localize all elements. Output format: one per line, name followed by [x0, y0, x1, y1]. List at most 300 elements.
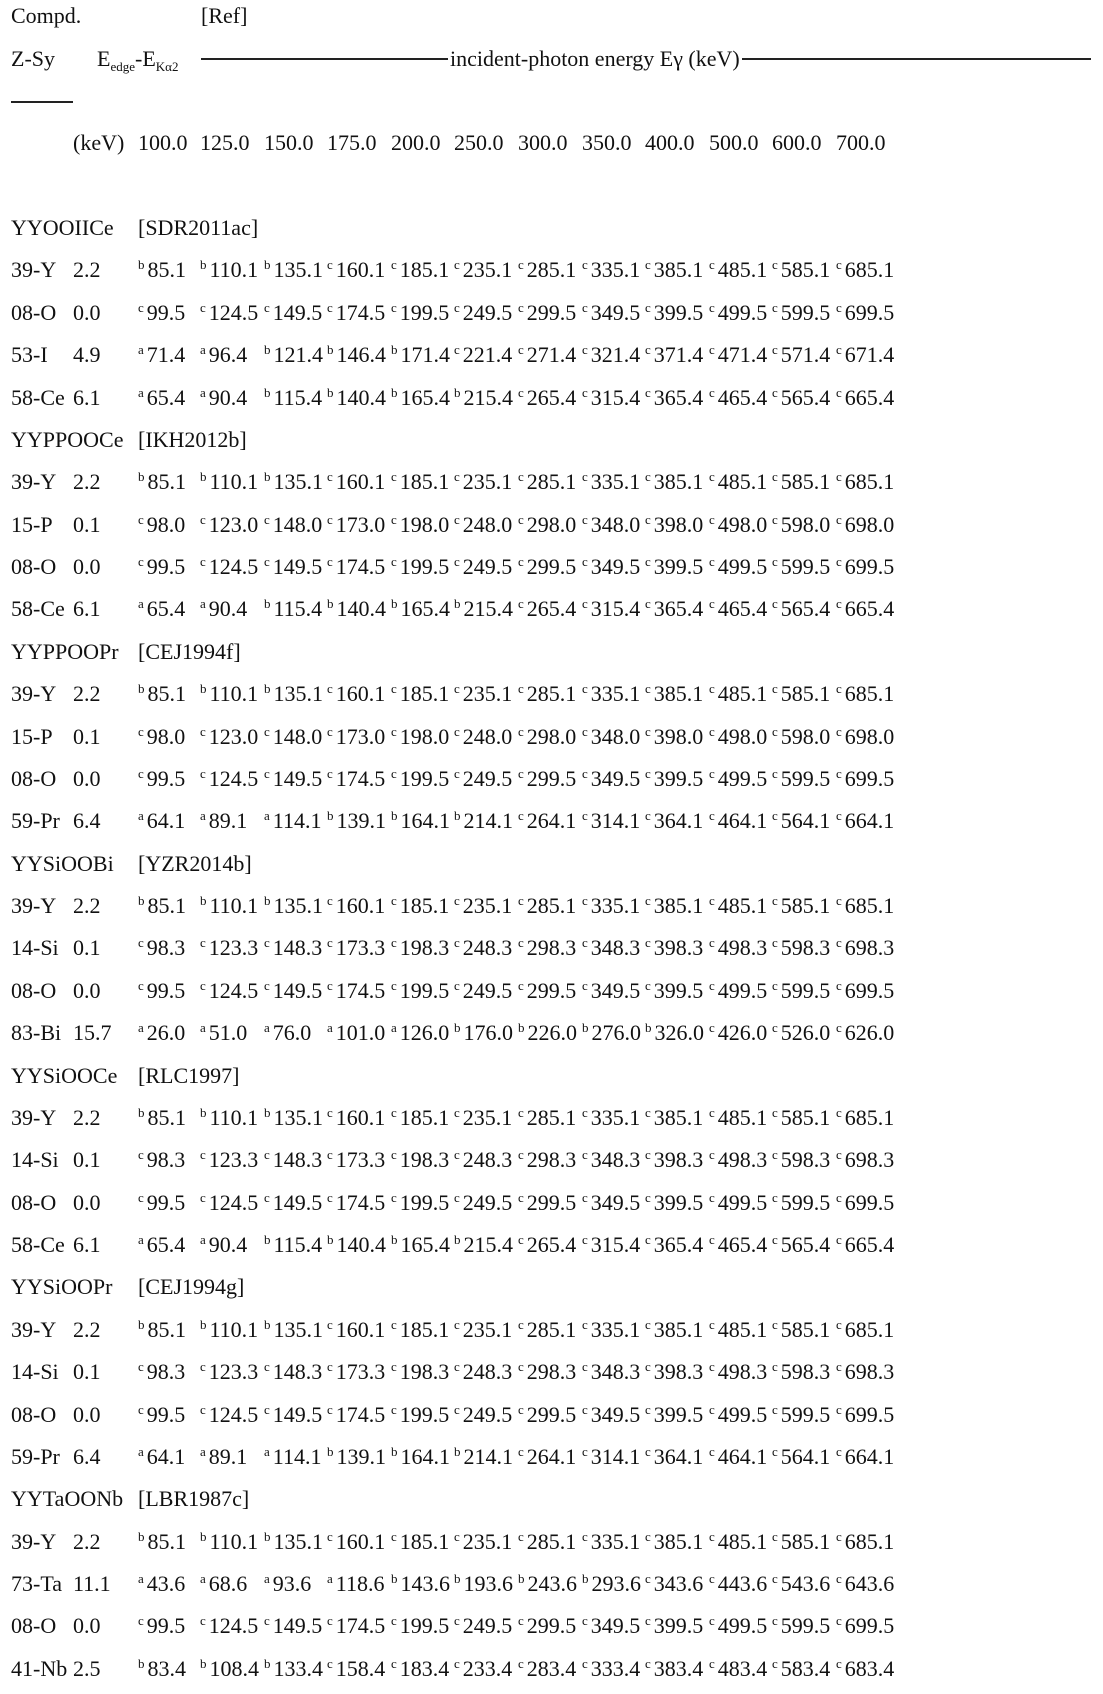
energy-value: 199.5 — [399, 554, 450, 579]
footnote-marker: c — [391, 1655, 397, 1671]
energy-value: 249.5 — [462, 1401, 513, 1427]
energy-cell — [200, 1351, 258, 1396]
energy-cell — [836, 1605, 894, 1650]
element-symbol: 83-Bi — [11, 1020, 62, 1046]
footnote-marker: c — [836, 977, 842, 993]
element-symbol: 08-O — [11, 554, 57, 579]
energy-value: 335.1 — [590, 1316, 641, 1342]
footnote-marker: c — [709, 1104, 715, 1120]
energy-value: 385.1 — [653, 469, 704, 495]
footnote-marker: c — [645, 1359, 651, 1375]
footnote-marker: c — [772, 1528, 778, 1544]
energy-cell — [709, 334, 767, 379]
energy-cell — [518, 334, 576, 379]
energy-cell — [518, 1351, 576, 1396]
footnote-marker: c — [709, 935, 715, 951]
energy-cell — [582, 292, 640, 337]
energy-value: 314.1 — [590, 808, 641, 834]
footnote-marker: c — [518, 935, 524, 951]
energy-cell — [200, 885, 258, 930]
footnote-marker: c — [264, 299, 270, 315]
energy-value: 315.4 — [590, 596, 641, 622]
energy-value: 364.1 — [653, 808, 704, 834]
energy-value: 698.0 — [844, 723, 895, 749]
footnote-marker: c — [709, 723, 715, 739]
energy-value: 90.4 — [208, 384, 248, 410]
energy-value: 565.4 — [780, 596, 831, 622]
energy-cell — [582, 800, 640, 845]
energy-value: 335.1 — [590, 257, 641, 283]
energy-value: 115.4 — [273, 384, 323, 410]
energy-cell — [327, 1605, 385, 1650]
footnote-marker: c — [645, 1528, 651, 1544]
energy-value: 349.5 — [590, 1401, 641, 1427]
energy-value: 164.1 — [400, 808, 450, 834]
energy-cell — [772, 1351, 830, 1396]
energy-column-header: 175.0 — [327, 130, 377, 155]
energy-cell — [138, 1139, 185, 1184]
energy-cell — [454, 1605, 512, 1650]
energy-value: 526.0 — [780, 1020, 831, 1046]
energy-value: 343.6 — [653, 1571, 704, 1596]
energy-value: 498.3 — [717, 1147, 768, 1173]
energy-value: 98.3 — [146, 1147, 186, 1173]
footnote-marker: c — [200, 935, 206, 951]
table-row — [0, 970, 1103, 1012]
energy-value: 118.6 — [335, 1571, 385, 1596]
energy-value: 185.1 — [399, 893, 450, 918]
footnote-marker: c — [200, 765, 206, 781]
energy-cell — [391, 249, 449, 294]
energy-cell — [138, 249, 186, 294]
energy-cell — [518, 970, 576, 1015]
energy-value: 64.1 — [146, 1443, 186, 1469]
energy-cell — [645, 249, 703, 294]
element-symbol: 08-O — [11, 299, 57, 325]
energy-value: 174.5 — [335, 1613, 386, 1639]
footnote-marker: c — [454, 1655, 460, 1671]
energy-value: 315.4 — [590, 1232, 641, 1257]
reference-column-label: [Ref] — [201, 3, 248, 28]
footnote-marker: c — [582, 893, 588, 908]
footnote-marker: c — [709, 1655, 715, 1671]
energy-cell — [709, 292, 767, 337]
header-row-compound — [0, 0, 1103, 32]
footnote-marker: c — [454, 1528, 460, 1544]
energy-cell — [645, 377, 703, 422]
energy-value: 285.1 — [526, 1104, 577, 1130]
energy-value: 235.1 — [462, 1104, 513, 1130]
energy-value: 485.1 — [717, 681, 768, 707]
energy-value: 98.0 — [146, 723, 186, 749]
footnote-marker: a — [138, 1571, 144, 1586]
energy-cell — [836, 1182, 894, 1227]
energy-value: 385.1 — [653, 1316, 704, 1342]
energy-cell — [709, 546, 767, 591]
energy-value: 174.5 — [335, 977, 386, 1003]
energy-cell — [391, 800, 450, 845]
reference-label: [SDR2011ac] — [138, 215, 259, 240]
edge-energy-difference: 6.1 — [73, 1232, 101, 1257]
energy-cell — [836, 885, 894, 930]
energy-value: 599.5 — [780, 1613, 831, 1639]
energy-value: 243.6 — [527, 1571, 577, 1596]
compound-name: YYSiOOBi — [11, 850, 114, 876]
energy-value: 135.1 — [273, 469, 323, 495]
energy-cell — [138, 1097, 186, 1142]
footnote-marker: c — [454, 1401, 460, 1417]
energy-value: 99.5 — [146, 299, 186, 325]
energy-cell — [391, 970, 449, 1015]
footnote-marker: c — [772, 1316, 778, 1332]
energy-value: 135.1 — [273, 1104, 323, 1130]
footnote-marker: b — [454, 1443, 461, 1459]
footnote-marker: c — [709, 1613, 715, 1629]
unit-label: (keV) — [73, 130, 125, 155]
footnote-marker: c — [836, 1316, 842, 1332]
footnote-marker: b — [138, 469, 145, 485]
footnote-marker: b — [264, 1655, 271, 1671]
footnote-marker: b — [200, 681, 207, 697]
energy-value: 298.0 — [526, 511, 577, 537]
energy-column-header: 500.0 — [709, 130, 759, 155]
energy-value: 249.5 — [462, 554, 513, 579]
energy-value: 364.1 — [653, 1443, 704, 1469]
energy-cell — [327, 292, 385, 337]
footnote-marker: c — [772, 893, 778, 908]
energy-cell — [836, 970, 894, 1015]
edge-energy-symbol: E — [97, 46, 111, 71]
energy-value: 99.5 — [146, 554, 186, 579]
energy-cell — [709, 1563, 767, 1608]
footnote-marker: c — [138, 1359, 144, 1375]
energy-column-header: 400.0 — [645, 130, 695, 155]
energy-cell — [582, 927, 640, 972]
energy-value: 185.1 — [399, 1316, 450, 1342]
energy-value: 349.5 — [590, 1189, 641, 1215]
energy-value: 498.0 — [717, 511, 768, 537]
energy-value: 174.5 — [335, 299, 386, 325]
footnote-marker: c — [327, 1147, 333, 1163]
reference-label: [CEJ1994f] — [138, 638, 241, 664]
footnote-marker: c — [454, 1147, 460, 1163]
footnote-marker: c — [582, 1613, 588, 1629]
energy-value: 699.5 — [844, 554, 895, 579]
energy-cell — [582, 1182, 640, 1227]
energy-cell — [518, 377, 576, 422]
energy-cell — [836, 588, 894, 633]
energy-cell — [138, 885, 186, 930]
footnote-marker: c — [836, 765, 842, 781]
energy-cell — [454, 1182, 512, 1227]
energy-cell — [391, 1182, 449, 1227]
edge-energy-difference: 6.4 — [73, 1443, 101, 1469]
footnote-marker: c — [582, 384, 588, 400]
element-symbol: 08-O — [11, 1189, 57, 1215]
energy-value: 365.4 — [653, 596, 704, 622]
energy-value: 199.5 — [399, 1401, 450, 1427]
energy-cell — [772, 588, 830, 633]
footnote-marker: b — [264, 384, 271, 400]
footnote-marker: b — [138, 1655, 145, 1671]
energy-cell — [582, 758, 640, 803]
footnote-marker: c — [582, 1189, 588, 1205]
footnote-marker: c — [709, 893, 715, 908]
energy-cell — [454, 970, 512, 1015]
element-symbol: 08-O — [11, 1401, 57, 1427]
footnote-marker: c — [518, 511, 524, 527]
energy-value: 348.3 — [590, 1147, 641, 1173]
energy-value: 698.3 — [844, 1147, 895, 1173]
energy-cell — [200, 758, 258, 803]
footnote-marker: c — [327, 1655, 333, 1671]
energy-cell — [454, 1012, 513, 1057]
energy-cell — [518, 1309, 576, 1354]
energy-cell — [582, 588, 640, 633]
footnote-marker: b — [264, 257, 271, 273]
footnote-marker: c — [645, 765, 651, 781]
energy-value: 124.5 — [208, 1613, 259, 1639]
energy-value: 585.1 — [780, 1316, 831, 1342]
footnote-marker: a — [200, 1232, 206, 1247]
energy-cell — [454, 588, 513, 633]
energy-cell — [454, 800, 513, 845]
footnote-marker: c — [454, 1189, 460, 1205]
footnote-marker: c — [200, 554, 206, 569]
footnote-marker: c — [582, 1443, 588, 1459]
energy-cell — [200, 1139, 258, 1184]
table-row — [0, 588, 1103, 630]
energy-value: 174.5 — [335, 1189, 386, 1215]
energy-cell — [264, 758, 322, 803]
energy-cell — [709, 1648, 767, 1693]
energy-value: 315.4 — [590, 384, 641, 410]
footnote-marker: c — [391, 1528, 397, 1544]
energy-value: 114.1 — [272, 1443, 322, 1469]
energy-value: 249.5 — [462, 1189, 513, 1215]
energy-cell — [772, 1224, 830, 1269]
energy-value: 76.0 — [272, 1020, 312, 1046]
footnote-marker: a — [327, 1020, 333, 1036]
edge-energy-difference: 0.0 — [73, 554, 101, 579]
energy-cell — [518, 1605, 576, 1650]
edge-subscript: edge — [110, 59, 135, 74]
energy-value: 149.5 — [272, 554, 323, 579]
energy-cell — [264, 885, 323, 930]
energy-value: 135.1 — [273, 257, 323, 283]
energy-value: 158.4 — [335, 1655, 386, 1681]
energy-value: 665.4 — [844, 596, 895, 622]
energy-value: 399.5 — [653, 554, 704, 579]
energy-value: 165.4 — [400, 596, 450, 622]
energy-cell — [391, 1394, 449, 1439]
energy-cell — [200, 377, 247, 422]
footnote-marker: b — [264, 893, 271, 908]
energy-cell — [454, 1309, 512, 1354]
energy-value: 698.3 — [844, 1359, 895, 1385]
energy-cell — [836, 1394, 894, 1439]
footnote-marker: c — [582, 681, 588, 697]
energy-value: 214.1 — [463, 1443, 513, 1469]
footnote-marker: c — [518, 1655, 524, 1671]
footnote-marker: c — [836, 554, 842, 569]
footnote-marker: c — [391, 765, 397, 781]
footnote-marker: b — [518, 1020, 525, 1036]
energy-cell — [582, 1436, 640, 1481]
footnote-marker: c — [772, 1613, 778, 1629]
energy-cell — [391, 546, 449, 591]
table-row — [0, 885, 1103, 927]
energy-cell — [836, 504, 894, 549]
footnote-marker: c — [518, 681, 524, 697]
energy-cell — [709, 588, 767, 633]
footnote-marker: c — [391, 723, 397, 739]
energy-value: 385.1 — [653, 681, 704, 707]
energy-value: 193.6 — [463, 1571, 513, 1596]
energy-cell — [327, 1097, 385, 1142]
edge-energy-difference: 2.2 — [73, 1316, 101, 1342]
energy-cell — [772, 1012, 830, 1057]
element-symbol: 39-Y — [11, 681, 57, 707]
energy-cell — [645, 927, 703, 972]
footnote-marker: c — [645, 681, 651, 697]
energy-cell — [327, 1224, 386, 1269]
element-symbol: 08-O — [11, 1613, 57, 1639]
energy-value: 485.1 — [717, 1104, 768, 1130]
footnote-marker: c — [709, 511, 715, 527]
energy-cell — [582, 1224, 640, 1269]
footnote-marker: c — [582, 596, 588, 612]
energy-cell — [200, 927, 258, 972]
footnote-marker: b — [264, 1316, 271, 1332]
energy-value: 124.5 — [208, 554, 259, 579]
energy-value: 399.5 — [653, 1401, 704, 1427]
energy-cell — [772, 334, 830, 379]
energy-value: 165.4 — [400, 384, 450, 410]
footnote-marker: a — [138, 1443, 144, 1459]
energy-cell — [709, 1139, 767, 1184]
energy-value: 599.5 — [780, 1401, 831, 1427]
table-row — [0, 1436, 1103, 1478]
footnote-marker: c — [709, 1020, 715, 1036]
footnote-marker: c — [454, 342, 460, 358]
incident-energy-banner — [201, 43, 1091, 75]
footnote-marker: c — [264, 723, 270, 739]
energy-cell — [582, 1139, 640, 1184]
energy-cell — [391, 334, 450, 379]
energy-value: 321.4 — [590, 342, 641, 368]
energy-value: 464.1 — [717, 808, 768, 834]
energy-cell — [200, 1182, 258, 1227]
energy-cell — [391, 1097, 449, 1142]
footnote-marker: c — [454, 681, 460, 697]
energy-cell — [645, 334, 703, 379]
energy-value: 85.1 — [147, 257, 186, 283]
energy-value: 335.1 — [590, 469, 641, 495]
footnote-marker: c — [836, 299, 842, 315]
element-symbol: 39-Y — [11, 893, 57, 918]
energy-value: 599.5 — [780, 299, 831, 325]
footnote-marker: c — [709, 384, 715, 400]
energy-cell — [709, 800, 767, 845]
energy-cell — [138, 1351, 185, 1396]
energy-cell — [518, 885, 576, 930]
element-symbol: 08-O — [11, 765, 57, 791]
footnote-marker: b — [138, 1528, 145, 1544]
element-column-rule — [11, 101, 73, 103]
energy-cell — [645, 1309, 703, 1354]
energy-value: 198.3 — [399, 935, 450, 961]
energy-value: 399.5 — [653, 1613, 704, 1639]
energy-cell — [518, 927, 576, 972]
energy-value: 498.0 — [717, 723, 768, 749]
footnote-marker: c — [709, 342, 715, 358]
footnote-marker: b — [138, 681, 145, 697]
energy-value: 176.0 — [463, 1020, 513, 1046]
energy-value: 398.3 — [653, 1359, 704, 1385]
footnote-marker: c — [836, 596, 842, 612]
energy-value: 298.3 — [526, 935, 577, 961]
footnote-marker: c — [772, 596, 778, 612]
footnote-marker: c — [138, 299, 144, 315]
energy-cell — [138, 334, 185, 379]
energy-value: 585.1 — [780, 1528, 831, 1554]
footnote-marker: c — [391, 1613, 397, 1629]
energy-cell — [518, 716, 576, 761]
footnote-marker: c — [518, 1528, 524, 1544]
footnote-marker: c — [772, 1104, 778, 1120]
footnote-marker: a — [138, 1232, 144, 1247]
energy-cell — [200, 334, 247, 379]
energy-value: 564.1 — [780, 1443, 831, 1469]
energy-cell — [391, 1139, 449, 1184]
energy-value: 98.3 — [146, 935, 186, 961]
energy-cell — [138, 588, 185, 633]
energy-value: 149.5 — [272, 299, 323, 325]
edge-energy-difference: 0.1 — [73, 935, 101, 961]
energy-cell — [327, 885, 385, 930]
energy-value: 89.1 — [208, 808, 248, 834]
energy-value: 149.5 — [272, 765, 323, 791]
footnote-marker: c — [518, 1359, 524, 1375]
energy-cell — [391, 927, 449, 972]
footnote-marker: c — [836, 681, 842, 697]
energy-cell — [264, 377, 322, 422]
footnote-marker: b — [454, 384, 461, 400]
energy-value: 215.4 — [463, 384, 513, 410]
energy-value: 485.1 — [717, 1316, 768, 1342]
footnote-marker: c — [645, 342, 651, 358]
energy-value: 698.0 — [844, 511, 895, 537]
footnote-marker: c — [391, 1359, 397, 1375]
footnote-marker: c — [454, 935, 460, 951]
energy-cell — [836, 1097, 894, 1142]
footnote-marker: c — [582, 257, 588, 273]
footnote-marker: b — [327, 1232, 334, 1247]
energy-value: 124.5 — [208, 1401, 259, 1427]
energy-cell — [264, 1648, 323, 1693]
element-symbol: 39-Y — [11, 1104, 57, 1130]
energy-value: 235.1 — [462, 893, 513, 918]
energy-column-header: 125.0 — [200, 130, 250, 155]
footnote-marker: c — [836, 384, 842, 400]
footnote-marker: b — [454, 1020, 461, 1036]
energy-value: 199.5 — [399, 1189, 450, 1215]
energy-cell — [582, 1648, 640, 1693]
energy-cell — [327, 758, 385, 803]
footnote-marker: b — [264, 1528, 271, 1544]
energy-cell — [772, 546, 830, 591]
